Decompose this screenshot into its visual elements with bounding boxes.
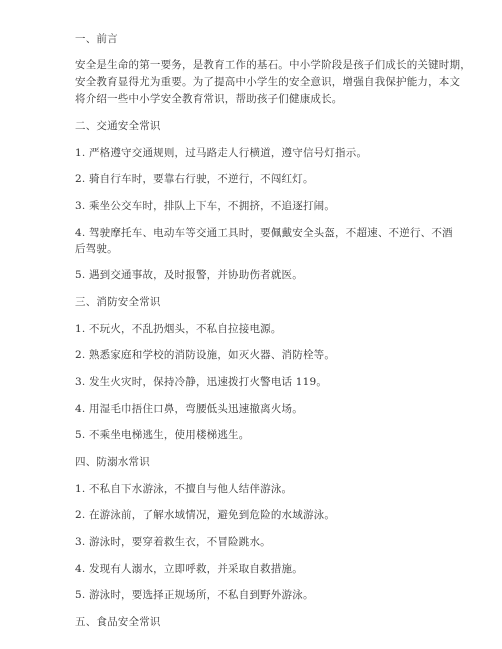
drowning-item-2: 2. 在游泳前，了解水域情况，避免到危险的水域游泳。 xyxy=(75,509,336,521)
intro-paragraph-line-2: 安全教育显得尤为重要。为了提高中小学生的安全意识，增强自我保护能力，本文 xyxy=(75,76,461,88)
section-heading-intro: 一、前言 xyxy=(75,33,118,45)
drowning-item-4: 4. 发现有人溺水，立即呼救，并采取自救措施。 xyxy=(75,563,303,575)
traffic-item-5: 5. 遇到交通事故，及时报警，并协助伤者就医。 xyxy=(75,269,303,281)
traffic-item-4-continued: 后驾驶。 xyxy=(75,243,118,255)
fire-item-1: 1. 不玩火，不乱扔烟头，不私自拉接电源。 xyxy=(75,323,282,335)
intro-paragraph-line-3: 将介绍一些中小学安全教育常识，帮助孩子们健康成长。 xyxy=(75,93,343,105)
traffic-item-3: 3. 乘坐公交车时，排队上下车，不拥挤，不追逐打闹。 xyxy=(75,200,336,212)
traffic-item-2: 2. 骑自行车时，要靠右行驶，不逆行，不闯红灯。 xyxy=(75,173,314,185)
fire-item-3: 3. 发生火灾时，保持冷静，迅速拨打火警电话 119。 xyxy=(75,376,328,388)
section-heading-food: 五、食品安全常识 xyxy=(75,616,161,628)
section-heading-fire: 三、消防安全常识 xyxy=(75,296,161,308)
section-heading-drowning: 四、防溺水常识 xyxy=(75,456,150,468)
fire-item-2: 2. 熟悉家庭和学校的消防设施，如灭火器、消防栓等。 xyxy=(75,349,336,361)
fire-item-5: 5. 不乘坐电梯逃生，使用楼梯逃生。 xyxy=(75,429,250,441)
section-heading-traffic: 二、交通安全常识 xyxy=(75,120,161,132)
drowning-item-1: 1. 不私自下水游泳，不擅自与他人结伴游泳。 xyxy=(75,483,293,495)
fire-item-4: 4. 用湿毛巾捂住口鼻，弯腰低头迅速撤离火场。 xyxy=(75,403,303,415)
traffic-item-4: 4. 驾驶摩托车、电动车等交通工具时，要佩戴安全头盔，不超速、不逆行、不酒 xyxy=(75,227,453,239)
drowning-item-3: 3. 游泳时，要穿着救生衣，不冒险跳水。 xyxy=(75,536,271,548)
traffic-item-1: 1. 严格遵守交通规则，过马路走人行横道，遵守信号灯指示。 xyxy=(75,147,368,159)
drowning-item-5: 5. 游泳时，要选择正规场所，不私自到野外游泳。 xyxy=(75,589,314,601)
intro-paragraph-line-1: 安全是生命的第一要务，是教育工作的基石。中小学阶段是孩子们成长的关键时期， xyxy=(75,59,471,71)
